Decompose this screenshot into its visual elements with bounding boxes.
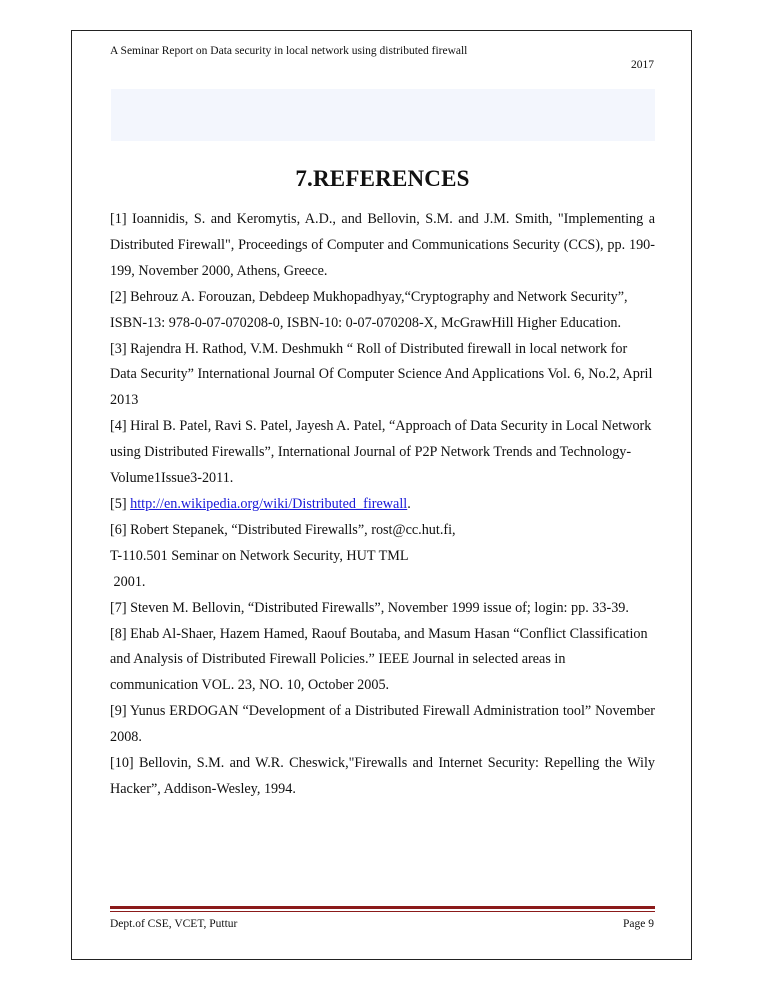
running-header-title: A Seminar Report on Data security in local network using distributed firewall [110, 45, 468, 57]
reference-3-text: [3] Rajendra H. Rathod, V.M. Deshmukh “ Roll of Distributed firewall in local network for Data Security” International Journal Of Computer Science And Applications Vol. 6, No.2, April 2013 [110, 340, 653, 409]
running-header-year: 2017 [631, 59, 654, 71]
reference-3 [110, 337, 655, 415]
reference-6-line-3: 2001. [110, 573, 146, 590]
reference-1 [110, 207, 655, 285]
reference-5-prefix: [5] [110, 495, 131, 512]
reference-4 [110, 414, 655, 492]
wikipedia-link[interactable]: http://en.wikipedia.org/wiki/Distributed_firewall [130, 495, 408, 512]
reference-8-text: [8] Ehab Al-Shaer, Hazem Hamed, Raouf Boutaba, and Masum Hasan “Conflict Classification and Analysis of Distributed Firewall Policies.” IEEE Journal in selected areas in communication VOL. 23, NO. 10, October 2005. [110, 625, 648, 694]
reference-2-text: [2] Behrouz A. Forouzan, Debdeep Mukhopadhyay,“Cryptography and Network Security”, ISBN-13: 978-0-07-070208-0, ISBN-10: 0-07-070208-X, McGrawHill Higher Education. [110, 288, 628, 331]
reference-10-text: [10] Bellovin, S.M. and W.R. Cheswick,"Firewalls and Internet Security: Repelling the Wily Hacker”, Addison-Wesley, 1994. [110, 755, 655, 797]
reference-9-text: [9] Yunus ERDOGAN “Development of a Distributed Firewall Administration tool” November 2008. [110, 703, 655, 746]
reference-5 [110, 492, 655, 518]
reference-8 [110, 622, 655, 700]
footer-rule-thick [110, 906, 655, 909]
section-heading: 7.REFERENCES [295, 166, 470, 191]
footer-department: Dept.of CSE, VCET, Puttur [110, 918, 238, 930]
reference-2 [110, 285, 655, 337]
reference-10 [110, 751, 655, 803]
reference-9 [110, 699, 655, 751]
footer-rule [110, 906, 655, 913]
reference-5-suffix: . [407, 495, 411, 512]
reference-4-text: [4] Hiral B. Patel, Ravi S. Patel, Jayesh A. Patel, “Approach of Data Security in Local Network using Distributed Firewalls”, International Journal of P2P Network Trends and Technology-Volume1Issue3-2011. [110, 418, 652, 487]
reference-6 [110, 518, 655, 596]
reference-6-line-2: T-110.501 Seminar on Network Security, HUT TML [110, 547, 409, 564]
reference-1-text: [1] Ioannidis, S. and Keromytis, A.D., and Bellovin, S.M. and J.M. Smith, "Implementing a Distributed Firewall", Proceedings of Computer and Communications Security (CCS), pp. 190-199, November 2000, Athens, Greece. [110, 211, 655, 279]
header-shaded-band [111, 89, 655, 141]
reference-7-text: [7] Steven M. Bellovin, “Distributed Firewalls”, November 1999 issue of; login: pp. 33-39. [110, 599, 629, 616]
reference-list [110, 207, 655, 803]
footer-rule-thin [110, 911, 655, 912]
reference-7 [110, 596, 655, 622]
footer-page-number: Page 9 [623, 918, 654, 930]
reference-6-line-1: [6] Robert Stepanek, “Distributed Firewalls”, rost@cc.hut.fi, [110, 521, 456, 538]
